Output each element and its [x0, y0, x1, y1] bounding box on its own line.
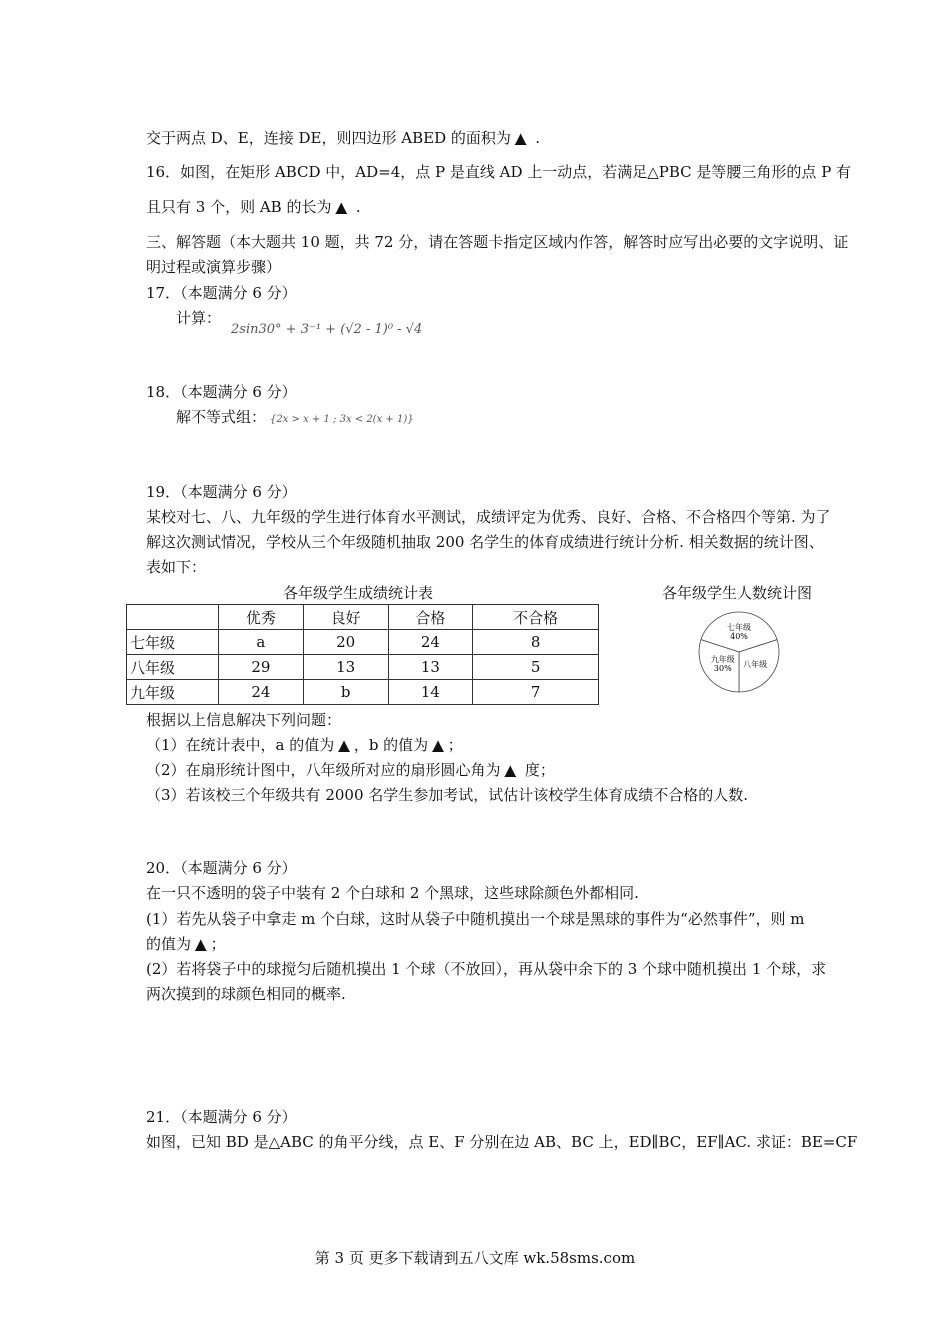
q21-line-1: 如图，已知 BD 是△ABC 的角平分线，点 E、F 分别在边 AB、BC 上，ED∥BC，EF∥AC. 求证：BE=CF — [146, 1133, 858, 1151]
pie-chart — [697, 610, 781, 694]
q20-part-1b: 的值为 ▲ ； — [146, 935, 226, 953]
answer-blank: ▲ — [504, 761, 517, 779]
table-row — [127, 680, 599, 705]
table-cell: 5 — [473, 655, 599, 680]
slice-label: 七年级 — [727, 623, 751, 632]
table-cell: 7 — [473, 680, 599, 705]
q17-title: 17．（本题满分 6 分） — [146, 284, 297, 302]
q19-line-3: 表如下： — [146, 558, 207, 576]
q20-line-1: 在一只不透明的袋子中装有 2 个白球和 2 个黑球，这些球除颜色外都相同. — [146, 884, 639, 902]
q19-part-3: （3）若该校三个年级共有 2000 名学生参加考试，试估计该校学生体育成绩不合格的人数. — [146, 786, 749, 804]
slice-label: 八年级 — [743, 659, 768, 669]
q19-part-1: （1）在统计表中，a 的值为 ▲ ，b 的值为 ▲ ； — [146, 736, 463, 754]
table-row — [127, 655, 599, 680]
q16-line-1: 16．如图，在矩形 ABCD 中，AD=4，点 P 是直线 AD 上一动点，若满足△PBC 是等腰三角形的点 P 有 — [146, 163, 852, 181]
q19-part-2: （2）在扇形统计图中，八年级所对应的扇形圆心角为 ▲ 度； — [146, 761, 555, 779]
table-cell: 14 — [388, 680, 473, 705]
table-header-row — [127, 605, 599, 630]
q21-title: 21．（本题满分 6 分） — [146, 1108, 297, 1126]
q18-body: 解不等式组： {2x > x + 1 ; 3x < 2(x + 1)} — [176, 408, 414, 426]
slice-value-label: 40% — [730, 632, 748, 641]
q19-line-2: 解这次测试情况，学校从三个年级随机抽取 200 名学生的体育成绩进行统计分析. 相关数据的统计图、 — [146, 533, 824, 551]
answer-blank: ▲ — [514, 129, 527, 147]
table-header-cell: 合格 — [388, 605, 473, 630]
table-row — [127, 630, 599, 655]
table-cell: 九年级 — [127, 680, 219, 705]
slice-label: 九年级 — [710, 654, 735, 664]
score-table — [126, 604, 599, 705]
q17-body: 计算：2sin30° + 3⁻¹ + (√2 - 1)⁰ - √4 — [176, 309, 423, 337]
table-cell: 13 — [388, 655, 473, 680]
answer-blank: ▲ — [432, 736, 444, 754]
table-header-cell: 良好 — [303, 605, 388, 630]
table-cell: 29 — [219, 655, 304, 680]
table-header-cell: 不合格 — [473, 605, 599, 630]
answer-blank: ▲ — [335, 198, 348, 216]
section3-line-2: 明过程或演算步骤） — [146, 258, 282, 276]
table-cell: 24 — [219, 680, 304, 705]
slice-value-label: 30% — [713, 663, 732, 673]
q20-title: 20．（本题满分 6 分） — [146, 859, 297, 877]
page-footer: 第 3 页 更多下载请到五八文库 wk.58sms.com — [314, 1249, 636, 1267]
answer-blank: ▲ — [338, 736, 350, 754]
table-cell: 13 — [303, 655, 388, 680]
table-cell: a — [219, 630, 304, 655]
table-header-cell: 优秀 — [219, 605, 304, 630]
section3-line-1: 三、解答题（本大题共 10 题，共 72 分，请在答题卡指定区域内作答，解答时应写出必要的文字说明、证 — [146, 233, 849, 251]
q16-line-2: 且只有 3 个，则 AB 的长为 ▲ . — [146, 198, 361, 216]
q18-expression: {2x > x + 1 ; 3x < 2(x + 1)} — [270, 414, 414, 425]
table-title: 各年级学生成绩统计表 — [283, 584, 434, 602]
q20-part-1a: (1）若先从袋子中拿走 m 个白球，这时从袋子中随机摸出一个球是黑球的事件为“必然事件”，则 m — [146, 910, 805, 928]
table-cell: 20 — [303, 630, 388, 655]
q17-expression: 2sin30° + 3⁻¹ + (√2 - 1)⁰ - √4 — [231, 322, 423, 337]
q20-part-2a: (2）若将袋子中的球搅匀后随机摸出 1 个球（不放回），再从袋中余下的 3 个球中随机摸出 1 个球，求 — [146, 960, 827, 978]
q19-line-1: 某校对七、八、九年级的学生进行体育水平测试，成绩评定为优秀、良好、合格、不合格四个等第. 为了 — [146, 508, 831, 526]
pie-chart-title: 各年级学生人数统计图 — [662, 584, 813, 602]
q20-part-2b: 两次摸到的球颜色相同的概率. — [146, 985, 346, 1003]
table-cell: 八年级 — [127, 655, 219, 680]
table-cell: b — [303, 680, 388, 705]
q18-title: 18．（本题满分 6 分） — [146, 383, 297, 401]
table-cell: 24 — [388, 630, 473, 655]
answer-blank: ▲ — [195, 935, 207, 953]
q19-solve: 根据以上信息解决下列问题： — [146, 711, 342, 729]
q15-tail: 交于两点 D、E，连接 DE，则四边形 ABED 的面积为 ▲ . — [146, 129, 540, 147]
q19-title: 19．（本题满分 6 分） — [146, 483, 297, 501]
table-cell: 8 — [473, 630, 599, 655]
table-cell: 七年级 — [127, 630, 219, 655]
table-header-cell — [127, 605, 219, 630]
